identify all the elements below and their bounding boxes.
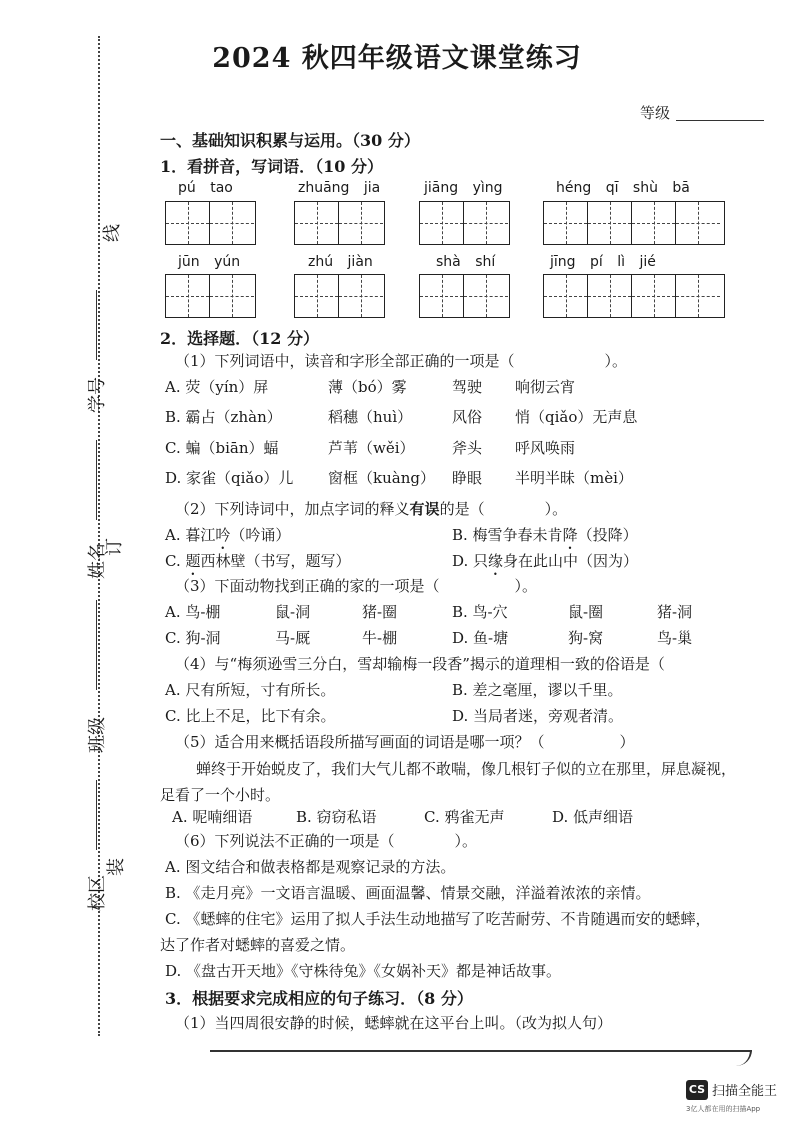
q2-6-option-b: B. 《走月亮》一文语言温暖、画面温馨、情景交融，洋溢着浓浓的亲情。 bbox=[165, 884, 651, 902]
writing-grid[interactable] bbox=[165, 274, 256, 318]
q2-5-option-b: B. 窃窃私语 bbox=[296, 808, 377, 826]
q2-2-option-d: D. 只缘身在此山中（因为） bbox=[452, 552, 639, 570]
q2-1-option-a: 驾驶 bbox=[452, 378, 483, 396]
q2-1-option-c: 斧头 bbox=[452, 439, 483, 457]
q2-3-option-b: 猪-洞 bbox=[657, 603, 693, 621]
q2-6-option-a: A. 图文结合和做表格都是观察记录的方法。 bbox=[165, 858, 456, 876]
camscanner-app-name: 扫描全能王 bbox=[712, 1084, 778, 1099]
writing-grid[interactable] bbox=[294, 274, 385, 318]
side-label-xiaoqu: 校区 bbox=[87, 875, 108, 911]
xuehao-blank bbox=[96, 290, 97, 360]
q2-5-option-a: A. 呢喃细语 bbox=[172, 808, 253, 826]
section1-heading: 一、基础知识积累与运用。（30 分） bbox=[160, 131, 420, 150]
q2-2-stem: （2）下列诗词中，加点字词的释义有误的是（ ）。 bbox=[175, 500, 568, 518]
q2-1-option-b: 悄（qiǎo）无声息 bbox=[515, 408, 638, 426]
q2-5-option-c: C. 鸦雀无声 bbox=[424, 808, 505, 826]
q2-4-option-b: B. 差之毫厘，谬以千里。 bbox=[452, 681, 623, 699]
q2-3-option-c: 马-厩 bbox=[275, 629, 311, 647]
writing-grid[interactable] bbox=[165, 201, 256, 245]
grade-blank bbox=[676, 120, 764, 121]
pinyin-label: zhú jiàn bbox=[308, 254, 373, 270]
q2-1-option-c: 芦苇（wěi） bbox=[328, 439, 415, 457]
camscanner-tagline: 3亿人都在用的扫描App bbox=[686, 1105, 761, 1113]
q2-5-stem: （5）适合用来概括语段所描写画面的词语是哪一项？（ ） bbox=[175, 733, 635, 751]
pinyin-label: shà shí bbox=[436, 254, 496, 270]
q2-5-passage: 足看了一个小时。 bbox=[160, 786, 281, 804]
q2-3-option-a: 猪-圈 bbox=[362, 603, 398, 621]
q2-4-option-a: A. 尺有所短，寸有所长。 bbox=[165, 681, 336, 699]
q1-heading: 1．看拼音，写词语．（10 分） bbox=[160, 157, 383, 176]
q2-6-option-d: D. 《盘古开天地》《守株待兔》《女娲补天》都是神话故事。 bbox=[165, 962, 562, 980]
q2-3-option-a: 鼠-洞 bbox=[275, 603, 311, 621]
side-label-zhuang: 装 bbox=[106, 858, 127, 876]
writing-grid[interactable] bbox=[294, 201, 385, 245]
writing-grid[interactable] bbox=[543, 274, 725, 318]
page-title: 2024 秋四年级语文课堂练习 bbox=[212, 43, 582, 74]
writing-grid[interactable] bbox=[419, 274, 510, 318]
writing-grid[interactable] bbox=[419, 201, 510, 245]
q2-1-option-d: 睁眼 bbox=[452, 469, 483, 487]
q2-6-stem: （6）下列说法不正确的一项是（ ）。 bbox=[175, 832, 478, 850]
q2-3-stem: （3）下面动物找到正确的家的一项是（ ）。 bbox=[175, 577, 538, 595]
pinyin-label: jūn yún bbox=[178, 254, 241, 270]
q2-3-option-d: 狗-窝 bbox=[568, 629, 604, 647]
grade-label: 等级 bbox=[640, 104, 671, 122]
pinyin-label: zhuāng jia bbox=[298, 180, 381, 196]
q2-4-option-c: C. 比上不足，比下有余。 bbox=[165, 707, 336, 725]
q2-3-option-a: A. 鸟-棚 bbox=[165, 603, 221, 621]
q2-5-passage: 蝉终于开始蜕皮了，我们大气儿都不敢喘，像几根钉子似的立在那里，屏息凝视， bbox=[196, 760, 737, 778]
q2-2-option-c: C. 题西林壁（书写，题写） bbox=[165, 552, 351, 570]
q2-1-option-a: 响彻云宵 bbox=[515, 378, 576, 396]
q2-3-option-d: 鸟-巢 bbox=[657, 629, 693, 647]
q2-3-option-d: D. 鱼-塘 bbox=[452, 629, 509, 647]
q2-3-option-c: C. 狗-洞 bbox=[165, 629, 221, 647]
q2-1-option-c: C. 蝙（biān）蝠 bbox=[165, 439, 279, 457]
side-label-ding: 订 bbox=[104, 538, 125, 556]
q2-5-option-d: D. 低声细语 bbox=[552, 808, 634, 826]
banji-blank bbox=[96, 600, 97, 690]
q2-1-option-b: 风俗 bbox=[452, 408, 483, 426]
q2-3-option-b: B. 鸟-穴 bbox=[452, 603, 508, 621]
q2-4-stem: （4）与“梅须逊雪三分白，雪却输梅一段香”揭示的道理相一致的俗语是（ bbox=[175, 655, 665, 673]
q2-1-stem: （1）下列词语中，读音和字形全部正确的一项是（ ）。 bbox=[175, 352, 628, 370]
side-label-banji: 班级 bbox=[87, 717, 108, 753]
q2-2-option-b: B. 梅雪争春未肯降（投降） bbox=[452, 526, 638, 544]
q2-6-option-c-cont: 达了作者对蟋蟀的喜爱之情。 bbox=[160, 936, 356, 954]
pinyin-label: jiāng yìng bbox=[424, 180, 503, 196]
q2-4-option-d: D. 当局者迷，旁观者清。 bbox=[452, 707, 624, 725]
q2-1-option-b: 稻穗（huì） bbox=[328, 408, 413, 426]
writing-grid[interactable] bbox=[543, 201, 725, 245]
q2-3-option-c: 牛-棚 bbox=[362, 629, 398, 647]
pinyin-label: pú tao bbox=[178, 180, 233, 196]
q2-2-option-a: A. 暮江吟（吟诵） bbox=[165, 526, 291, 544]
q2-1-option-d: 半明半昧（mèi） bbox=[515, 469, 633, 487]
q3-1-stem: （1）当四周很安静的时候，蟋蟀就在这平台上叫。（改为拟人句） bbox=[175, 1014, 613, 1032]
q2-3-option-b: 鼠-圈 bbox=[568, 603, 604, 621]
q2-1-option-a: A. 荧（yín）屏 bbox=[165, 378, 269, 396]
q2-1-option-d: D. 家雀（qiǎo）儿 bbox=[165, 469, 294, 487]
q2-1-option-c: 呼风唤雨 bbox=[515, 439, 576, 457]
q2-6-option-c: C. 《蟋蟀的住宅》运用了拟人手法生动地描写了吃苦耐劳、不肯随遇而安的蟋蟀， bbox=[165, 910, 711, 928]
camscanner-logo: CS bbox=[686, 1080, 708, 1100]
side-label-xingming: 姓名 bbox=[87, 543, 108, 579]
q2-1-option-a: 薄（bó）雾 bbox=[328, 378, 407, 396]
q2-1-option-b: B. 霸占（zhàn） bbox=[165, 408, 282, 426]
q2-heading: 2．选择题．（12 分） bbox=[160, 329, 319, 348]
answer-line[interactable] bbox=[210, 1050, 752, 1066]
xiaoqu-blank bbox=[96, 780, 97, 850]
xingming-blank bbox=[96, 440, 97, 520]
pinyin-label: jīng pí lì jié bbox=[550, 254, 656, 270]
q2-1-option-d: 窗框（kuàng） bbox=[328, 469, 435, 487]
side-label-xuehao: 学号 bbox=[87, 377, 108, 413]
side-label-xian: 线 bbox=[102, 224, 123, 242]
q3-heading: 3．根据要求完成相应的句子练习．（8 分） bbox=[165, 989, 473, 1008]
pinyin-label: héng qī shù bā bbox=[556, 180, 690, 196]
